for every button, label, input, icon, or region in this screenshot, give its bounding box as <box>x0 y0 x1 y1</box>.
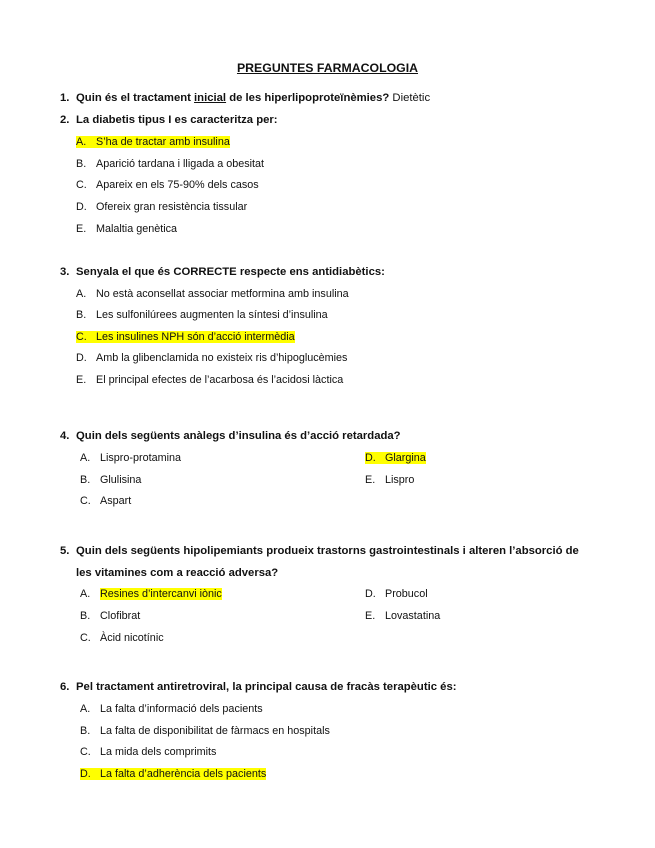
option-3c <box>76 329 295 345</box>
question-text: Quin dels següents anàlegs d’insulina és d’acció retardada? <box>76 430 401 442</box>
option-2a <box>76 134 230 150</box>
option-letter: E. <box>365 474 376 486</box>
question-text: Quin dels següents hipolipemiants produeix trastorns gastrointestinals i alteren l’absorció de <box>76 545 579 557</box>
option-5e <box>365 608 440 624</box>
option-text: Les sulfonilúrees augmenten la síntesi d’insulina <box>96 309 328 321</box>
question-text: Senyala el que és CORRECTE respecte ens antidiabètics: <box>76 266 385 278</box>
option-3a <box>76 286 349 302</box>
answer-text: Dietètic <box>392 92 431 104</box>
option-letter: C. <box>80 632 91 644</box>
option-text: Clofibrat <box>100 610 141 622</box>
option-text: S’ha de tractar amb insulina <box>96 136 230 148</box>
option-text: Lovastatina <box>385 610 441 622</box>
option-5d <box>365 586 428 602</box>
option-2d <box>76 199 247 215</box>
question-number: 4. <box>60 430 70 442</box>
option-letter: C. <box>80 495 91 507</box>
option-letter: A. <box>76 136 87 148</box>
option-4c <box>80 493 131 509</box>
option-2e <box>76 221 177 237</box>
option-text: Àcid nicotínic <box>100 632 164 644</box>
option-6c <box>80 744 216 760</box>
option-4a <box>80 450 181 466</box>
option-letter: B. <box>76 158 87 170</box>
option-letter: B. <box>76 309 87 321</box>
option-text: Amb la glibenclamida no existeix ris d’hipoglucèmies <box>96 352 348 364</box>
option-letter: E. <box>365 610 376 622</box>
question-5 <box>60 540 620 584</box>
option-text: La falta d’informació dels pacients <box>100 703 263 715</box>
option-6d <box>80 766 266 782</box>
option-letter: E. <box>76 223 87 235</box>
option-letter: A. <box>76 288 87 300</box>
option-letter: C. <box>80 746 91 758</box>
option-letter: A. <box>80 452 91 464</box>
option-letter: D. <box>76 201 87 213</box>
option-letter: B. <box>80 474 91 486</box>
option-letter: E. <box>76 374 87 386</box>
option-text: La falta de disponibilitat de fàrmacs en hospitals <box>100 725 330 737</box>
option-4e <box>365 472 414 488</box>
option-4b <box>80 472 141 488</box>
page-title: PREGUNTES FARMACOLOGIA <box>236 61 419 75</box>
option-letter: B. <box>80 610 91 622</box>
question-text: La diabetis tipus I es caracteritza per: <box>76 114 278 126</box>
option-letter: D. <box>80 768 91 780</box>
option-4d <box>365 450 426 466</box>
option-text: No està aconsellat associar metformina amb insulina <box>96 288 349 300</box>
option-3d <box>76 350 347 366</box>
question-number: 2. <box>60 114 70 126</box>
question-number: 3. <box>60 266 70 278</box>
option-6b <box>80 723 330 739</box>
option-letter: A. <box>80 703 91 715</box>
option-text: El principal efectes de l’acarbosa és l’acidosi làctica <box>96 374 344 386</box>
question-text: de les hiperlipoproteïnèmies? <box>226 92 390 104</box>
option-text: La falta d’adherència dels pacients <box>100 768 267 780</box>
question-number: 6. <box>60 681 70 693</box>
option-text: Lispro-protamina <box>100 452 182 464</box>
question-text-underlined: inicial <box>194 92 227 104</box>
option-letter: C. <box>76 179 87 191</box>
option-2c <box>76 177 259 193</box>
question-3 <box>60 261 600 283</box>
question-2 <box>60 109 600 131</box>
option-3e <box>76 372 343 388</box>
question-text: Quin és el tractament <box>76 92 195 104</box>
option-letter: C. <box>76 331 87 343</box>
option-text: Aparició tardana i lligada a obesitat <box>96 158 265 170</box>
question-6 <box>60 676 600 698</box>
option-letter: B. <box>80 725 91 737</box>
option-text: La mida dels comprimits <box>100 746 217 758</box>
option-letter: D. <box>76 352 87 364</box>
question-number: 1. <box>60 92 70 104</box>
option-3b <box>76 307 328 323</box>
option-letter: A. <box>80 588 91 600</box>
option-text: Aspart <box>100 495 132 507</box>
option-5c <box>80 630 164 646</box>
option-text: Ofereix gran resistència tissular <box>96 201 248 213</box>
option-letter: D. <box>365 452 376 464</box>
option-text: Malaltia genètica <box>96 223 178 235</box>
question-text-continuation: les vitamines com a reacció adversa? <box>76 567 279 579</box>
option-6a <box>80 701 263 717</box>
option-text: Lispro <box>385 474 415 486</box>
question-4 <box>60 425 600 447</box>
option-text: Resines d’intercanvi iònic <box>100 588 222 600</box>
option-5b <box>80 608 140 624</box>
option-5a <box>80 586 222 602</box>
option-text: Les insulines NPH són d’acció intermèdia <box>96 331 295 343</box>
option-letter: D. <box>365 588 376 600</box>
question-text: Pel tractament antiretroviral, la principal causa de fracàs terapèutic és: <box>76 681 457 693</box>
option-text: Glargina <box>385 452 426 464</box>
option-text: Apareix en els 75-90% dels casos <box>96 179 259 191</box>
question-1 <box>60 87 600 109</box>
option-text: Probucol <box>385 588 428 600</box>
option-text: Glulisina <box>100 474 142 486</box>
option-2b <box>76 156 264 172</box>
question-number: 5. <box>60 545 70 557</box>
